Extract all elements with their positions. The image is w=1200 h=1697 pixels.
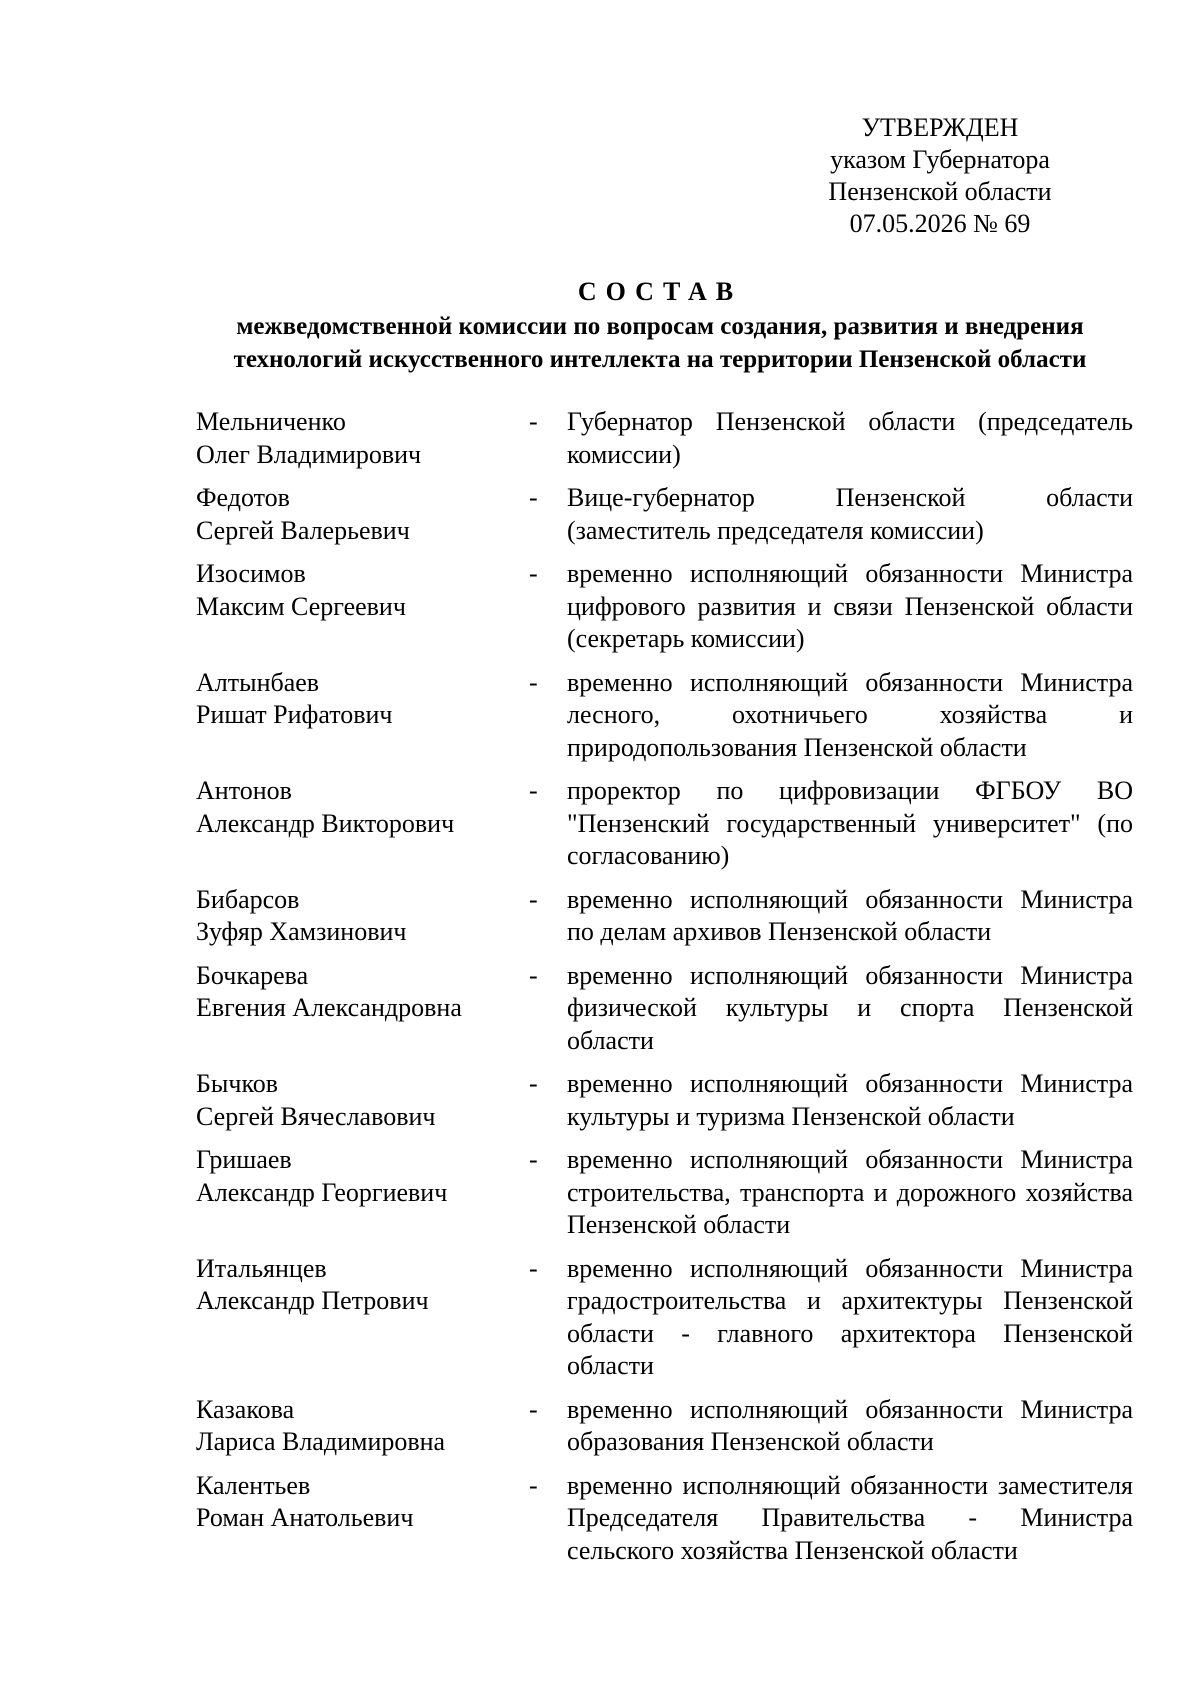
member-dash: - — [529, 960, 538, 990]
member-dash: - — [529, 1069, 538, 1098]
member-dash: - — [529, 1253, 538, 1283]
document-title: СОСТАВ — [577, 277, 743, 306]
member-row — [0, 960, 1200, 1058]
member-dash: - — [529, 1145, 538, 1174]
member-row — [0, 775, 1200, 873]
member-name — [196, 775, 526, 840]
member-name — [196, 960, 526, 1025]
member-role: временно исполняющий обязанности Министра образования Пензенской области — [567, 1394, 1133, 1456]
approval-line-decree: указом Губернатора — [830, 145, 1050, 174]
member-name — [196, 884, 526, 949]
member-name — [196, 482, 526, 547]
member-role: проректор по цифровизации ФГБОУ ВО "Пензенский государственный университет" (по согласованию) — [567, 776, 1133, 870]
member-row — [0, 406, 1200, 471]
member-given-names: Александр Петрович — [196, 1286, 429, 1315]
member-dash: - — [529, 407, 538, 436]
member-name — [196, 1253, 526, 1318]
member-given-names: Александр Викторович — [196, 808, 455, 838]
member-given-names: Максим Сергеевич — [196, 591, 406, 621]
member-role: временно исполняющий обязанности Министра физической культуры и спорта Пензенской области — [567, 960, 1133, 1055]
member-row — [0, 884, 1200, 949]
member-role: временно исполняющий обязанности Министра цифрового развития и связи Пензенской области (секретарь комиссии) — [567, 559, 1133, 653]
document-subtitle — [150, 310, 1170, 376]
member-row — [0, 1144, 1200, 1242]
member-role: временно исполняющий обязанности Министра культуры и туризма Пензенской области — [567, 1069, 1133, 1131]
member-surname: Казакова — [196, 1394, 295, 1424]
member-name — [196, 406, 526, 471]
member-surname: Калентьев — [196, 1470, 311, 1500]
member-dash: - — [529, 884, 538, 914]
member-given-names: Александр Георгиевич — [196, 1177, 448, 1207]
member-surname: Антонов — [196, 776, 292, 805]
member-row — [0, 482, 1200, 547]
member-name — [196, 667, 526, 732]
approval-stamp — [790, 112, 1090, 240]
member-role: Вице-губернатор Пензенской области (заместитель председателя комиссии) — [567, 483, 1133, 545]
member-role: Губернатор Пензенской области (председатель комиссии) — [567, 407, 1133, 469]
member-name — [196, 1470, 526, 1535]
member-dash: - — [529, 1470, 538, 1500]
member-role: временно исполняющий обязанности Министра по делам архивов Пензенской области — [567, 884, 1133, 946]
approval-line-date-number: 07.05.2026 № 69 — [849, 209, 1031, 238]
member-given-names: Сергей Валерьевич — [196, 515, 410, 545]
member-row — [0, 667, 1200, 765]
member-dash: - — [529, 483, 538, 512]
member-given-names: Зуфяр Хамзинович — [196, 917, 407, 946]
approval-line-approved: УТВЕРЖДЕН — [861, 113, 1019, 142]
member-given-names: Олег Владимирович — [196, 439, 422, 469]
member-role: временно исполняющий обязанности Министра градостроительства и архитектуры Пензенской области - главного архитектора Пензенской области — [567, 1253, 1133, 1380]
member-given-names: Лариса Владимировна — [196, 1427, 446, 1456]
member-name — [196, 1394, 526, 1459]
member-surname: Мельниченко — [196, 407, 346, 436]
member-name — [196, 1144, 526, 1209]
approval-line-region: Пензенской области — [828, 177, 1052, 206]
member-row — [0, 1068, 1200, 1133]
subtitle-line-1: межведомственной комиссии по вопросам создания, развития и внедрения — [236, 313, 1084, 340]
members-list — [0, 406, 1200, 1578]
member-given-names: Роман Анатольевич — [196, 1503, 414, 1532]
member-row — [0, 1394, 1200, 1459]
member-surname: Алтынбаев — [196, 667, 320, 697]
member-surname: Итальянцев — [196, 1253, 327, 1283]
member-dash: - — [529, 776, 538, 805]
member-row — [0, 1470, 1200, 1568]
member-dash: - — [529, 667, 538, 697]
member-dash: - — [529, 1394, 538, 1424]
member-row — [0, 1253, 1200, 1383]
member-role: временно исполняющий обязанности Министра лесного, охотничьего хозяйства и природопользования Пензенской области — [567, 667, 1133, 762]
member-name — [196, 558, 526, 623]
member-surname: Бибарсов — [196, 884, 300, 914]
member-surname: Федотов — [196, 483, 290, 512]
member-surname: Бочкарева — [196, 960, 309, 990]
member-dash: - — [529, 559, 538, 588]
member-surname: Гришаев — [196, 1145, 292, 1174]
member-role: временно исполняющий обязанности заместителя Председателя Правительства - Министра сельского хозяйства Пензенской области — [567, 1470, 1133, 1565]
subtitle-line-2: технологий искусственного интеллекта на территории Пензенской области — [233, 346, 1087, 373]
member-name — [196, 1068, 526, 1133]
member-given-names: Евгения Александровна — [196, 993, 462, 1022]
member-given-names: Ришат Рифатович — [196, 700, 393, 729]
member-surname: Бычков — [196, 1069, 279, 1098]
member-given-names: Сергей Вячеславович — [196, 1101, 436, 1131]
member-role: временно исполняющий обязанности Министра строительства, транспорта и дорожного хозяйства Пензенской области — [567, 1145, 1133, 1239]
member-surname: Изосимов — [196, 559, 306, 588]
member-row — [0, 558, 1200, 656]
